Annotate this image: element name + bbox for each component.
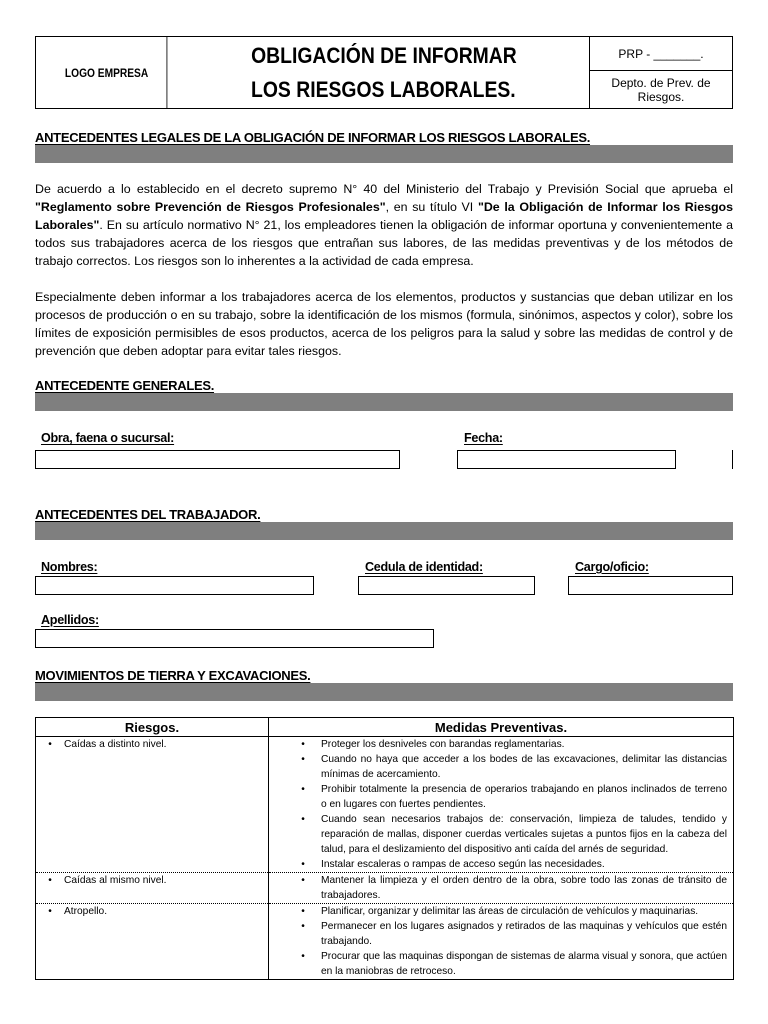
fecha-label: Fecha: [464, 431, 503, 445]
list-item [301, 949, 727, 979]
fecha-input[interactable] [457, 450, 676, 469]
bullet-icon: • [301, 906, 305, 917]
table-row [36, 737, 734, 873]
measure-text: Permanecer en los lugares asignados y retirados de las maquinas y vehículos que estén trabajando. [321, 921, 727, 947]
document-title [178, 37, 590, 108]
apellidos-label: Apellidos: [41, 613, 99, 627]
bullet-icon: • [48, 906, 52, 917]
p1-bold-regulation: "Reglamento sobre Prevención de Riesgos Profesionales" [35, 200, 386, 214]
cargo-label: Cargo/oficio: [575, 560, 649, 574]
p1-bold-title: "De la Obligación de Informar los Riesgos Laborales" [35, 200, 734, 232]
bullet-icon: • [301, 814, 305, 825]
bullet-icon: • [48, 739, 52, 750]
department-label: Depto. de Prev. de Riesgos. [611, 75, 711, 104]
cedula-label: Cedula de identidad: [365, 560, 483, 574]
company-logo-placeholder: LOGO EMPRESA [47, 37, 168, 108]
field-edge-mark [732, 450, 733, 469]
section-divider-bar [35, 522, 733, 540]
risk-cell [36, 904, 268, 920]
p1-text-c: , en su título VI [385, 200, 478, 214]
title-line-2: LOS RIESGOS LABORALES. [251, 76, 516, 102]
cargo-input[interactable] [568, 576, 733, 595]
list-item [301, 737, 727, 752]
measures-list [269, 737, 733, 872]
risk-column-header: Riesgos. [36, 718, 269, 737]
list-item [301, 873, 727, 903]
measures-column-header: Medidas Preventivas. [269, 718, 734, 737]
list-item [301, 857, 727, 872]
section-divider-bar [35, 683, 733, 701]
worker-section-title: ANTECEDENTES DEL TRABAJADOR. [35, 507, 261, 522]
measure-text: Proteger los desniveles con barandas reglamentarias. [321, 739, 565, 750]
document-header [35, 36, 733, 109]
p1-text-a: De acuerdo a lo establecido en el decreto supremo N° 40 del Ministerio del Trabajo y Previsión Social que aprueba el [35, 182, 733, 196]
apellidos-input[interactable] [35, 629, 434, 648]
measure-text: Cuando sean necesarios trabajos de: conservación, limpieza de taludes, tendido y reparación de mallas, disponer cuerdas verticales sujetas a puntos fijos en la cabeza del talud, para el deslizamiento del dispositivo anti caída del arnés de seguridad. [321, 814, 727, 855]
document-code: PRP - _______. [590, 37, 732, 71]
list-item [301, 752, 727, 782]
risk-cell [36, 873, 268, 889]
document-meta [590, 37, 732, 108]
obra-input[interactable] [35, 450, 400, 469]
measure-text: Procurar que las maquinas dispongan de sistemas de alarma visual y sonora, que actúen en la maniobras de retroceso. [321, 951, 727, 977]
nombres-input[interactable] [35, 576, 314, 595]
measures-list [269, 904, 733, 979]
risk-cell [36, 737, 268, 753]
table-row [36, 873, 734, 904]
legal-section-title: ANTECEDENTES LEGALES DE LA OBLIGACIÓN DE INFORMAR LOS RIESGOS LABORALES. [35, 130, 591, 145]
bullet-icon: • [48, 875, 52, 886]
measures-list [269, 873, 733, 903]
legal-paragraph-1 [35, 180, 733, 270]
cedula-input[interactable] [358, 576, 535, 595]
measure-text: Instalar escaleras o rampas de acceso según las necesidades. [321, 859, 605, 870]
measure-text: Mantener la limpieza y el orden dentro de la obra, sobre todo las zonas de tránsito de trabajadores. [321, 875, 727, 901]
bullet-icon: • [301, 859, 305, 870]
risk-text: Caídas al mismo nivel. [64, 875, 167, 886]
bullet-icon: • [301, 754, 305, 765]
bullet-icon: • [301, 875, 305, 886]
list-item [301, 904, 727, 919]
risk-text: Caídas a distinto nivel. [64, 739, 167, 750]
bullet-icon: • [301, 739, 305, 750]
general-section-title: ANTECEDENTE GENERALES. [35, 378, 215, 393]
list-item [301, 919, 727, 949]
bullet-icon: • [301, 921, 305, 932]
section-divider-bar [35, 393, 733, 411]
list-item [301, 812, 727, 857]
legal-paragraph-2: Especialmente deben informar a los trabajadores acerca de los elementos, productos y sustancias que deban utilizar en los procesos de producción o en su trabajo, sobre la identificación de los mismos (formula, sinónimos, aspectos y color), sobre los límites de exposición permisibles de esos productos, acerca de los peligros para la salud y sobre las medidas de control y de prevención que deben adoptar para evitar tales riesgos. [35, 290, 733, 358]
risk-text: Atropello. [64, 906, 108, 917]
section-divider-bar [35, 145, 733, 163]
excavation-section-title: MOVIMIENTOS DE TIERRA Y EXCAVACIONES. [35, 668, 311, 683]
title-line-1: OBLIGACIÓN DE INFORMAR [250, 42, 517, 68]
p1-text-e: . En su artículo normativo N° 21, los empleadores tienen la obligación de informar oportuna y convenientemente a todos sus trabajadores acerca de los riesgos que entrañan sus labores, de las medidas preventivas y de los métodos de trabajo correctos. Los riesgos son lo inherentes a la actividad de cada empresa. [35, 218, 733, 268]
measure-text: Planificar, organizar y delimitar las áreas de circulación de vehículos y maquinarias. [321, 906, 699, 917]
obra-label: Obra, faena o sucursal: [41, 431, 175, 445]
list-item [301, 782, 727, 812]
bullet-icon: • [301, 784, 305, 795]
bullet-icon: • [301, 951, 305, 962]
measure-text: Cuando no haya que acceder a los bodes de las excavaciones, delimitar las distancias mínimas de acercamiento. [321, 754, 727, 780]
risk-measures-table [35, 717, 734, 980]
table-row [36, 904, 734, 980]
measure-text: Prohibir totalmente la presencia de operarios trabajando en planos inclinados de terreno o en lugares con fuertes pendientes. [321, 784, 727, 810]
nombres-label: Nombres: [41, 560, 98, 574]
